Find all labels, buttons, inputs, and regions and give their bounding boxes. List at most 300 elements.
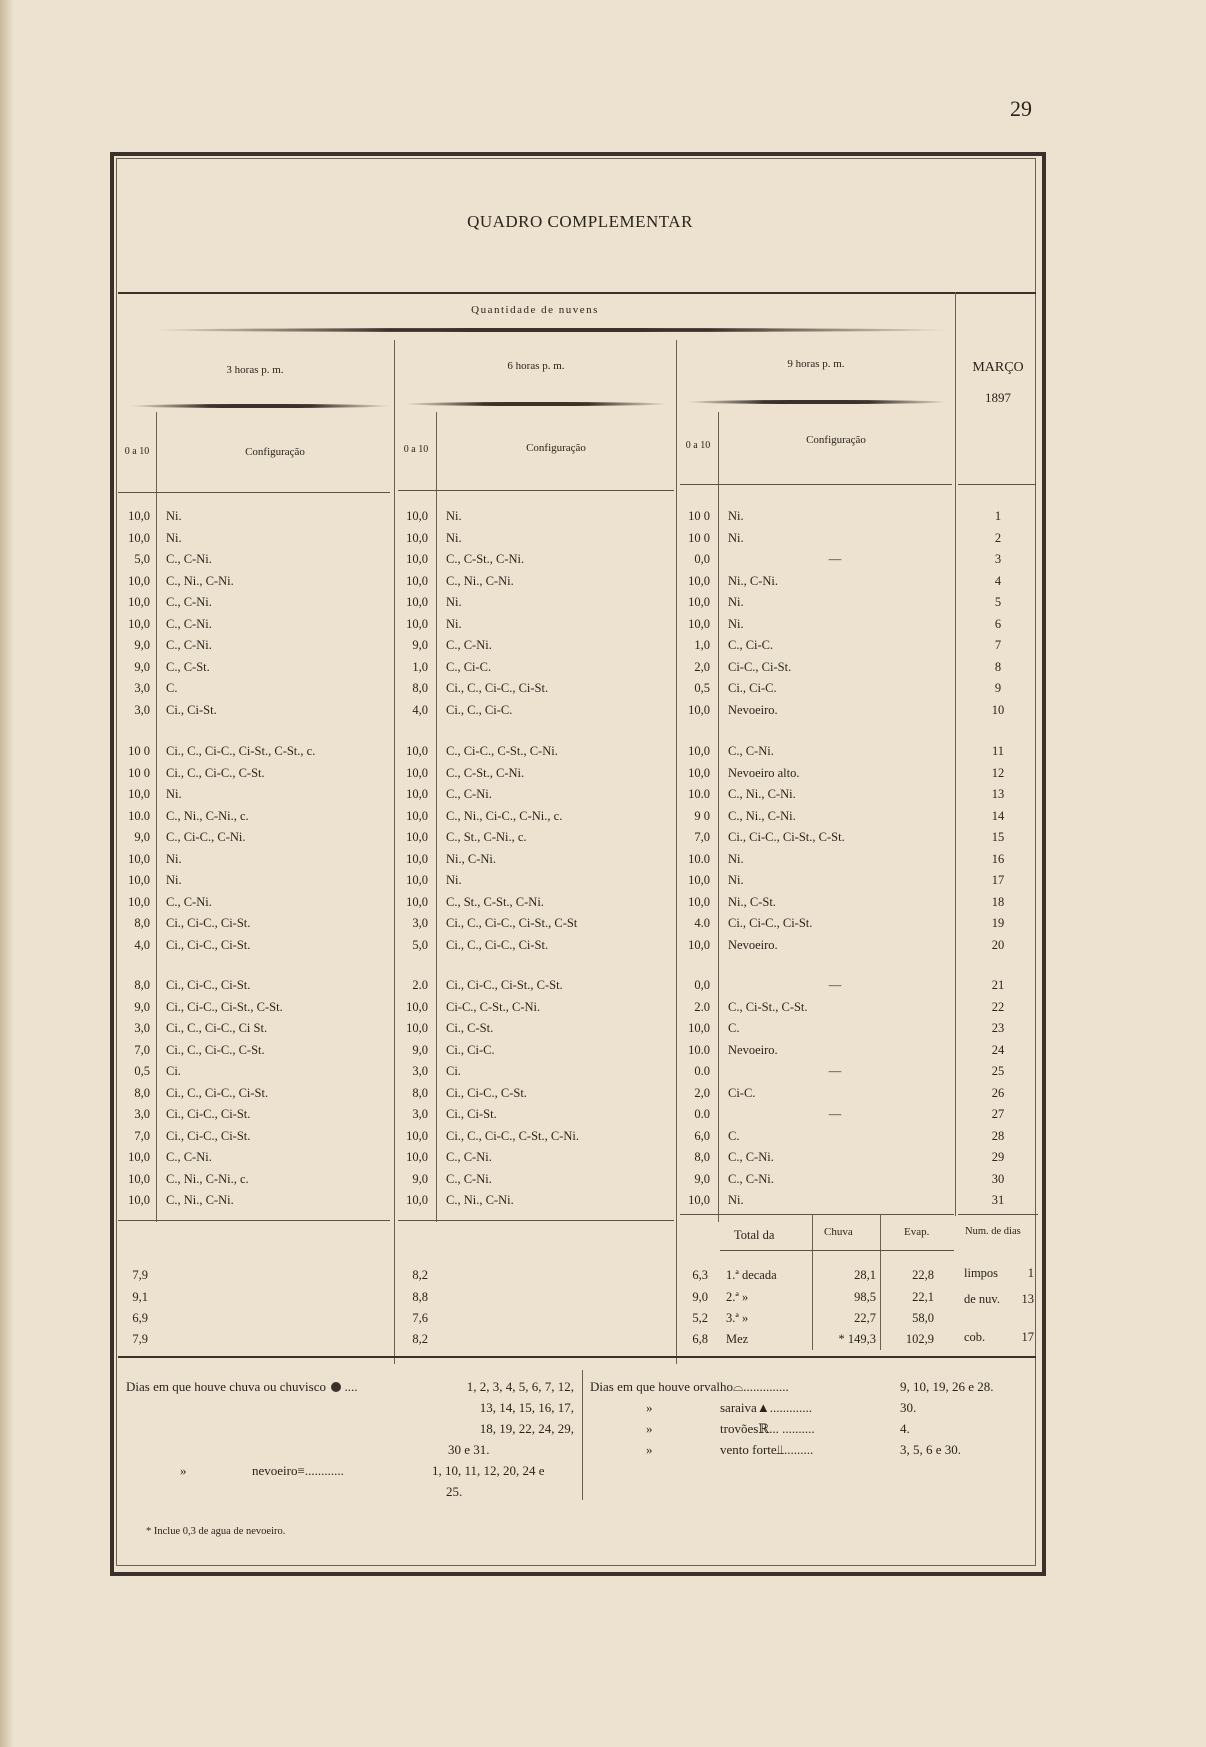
totals-header-rule — [720, 1250, 954, 1251]
day-number: 13 — [991, 787, 1005, 801]
chuva-leader: .... — [344, 1379, 358, 1394]
cloud-amount-3pm: 8,0 — [134, 978, 150, 992]
configuration-6pm: Ci., C., Ci-C. — [446, 702, 513, 717]
configuration-6pm: C., C-Ni. — [446, 1171, 492, 1186]
totals-evap-value: 102,9 — [905, 1332, 934, 1346]
configuration-6pm: C., C-St., C-Ni. — [446, 765, 525, 780]
orvalho-label — [590, 1376, 789, 1397]
cloud-amount-3pm: 10,0 — [128, 530, 150, 545]
chuva-label-text: Dias em que houve chuva ou chuvisco — [126, 1379, 327, 1394]
configuration-9pm: Ni., C-St. — [728, 894, 776, 909]
cloud-amount-3pm: 10,0 — [128, 509, 150, 523]
summary-rule-6pm — [398, 1220, 674, 1221]
totals-period-label: 2.ª » — [726, 1290, 749, 1304]
configuration-3pm: Ci., C., Ci-C., Ci St. — [166, 1021, 268, 1035]
cloud-amount-6pm: 10,0 — [406, 552, 428, 566]
cloud-amount-9pm: 9 0 — [694, 808, 710, 823]
chuva-label — [126, 1376, 358, 1397]
cloud-amount-9pm: 4.0 — [694, 916, 710, 930]
configuration-6pm: Ni. — [446, 530, 462, 545]
configuration-6pm: Ci., Ci-C. — [446, 1042, 495, 1057]
cloud-amount-9pm: 10,0 — [688, 702, 710, 717]
day-number: 8 — [994, 659, 1002, 674]
totals-evap-value: 58,0 — [912, 1311, 934, 1325]
cloud-amount-3pm: 10,0 — [128, 894, 150, 909]
col-6pm-conf-header: Configuração — [526, 442, 586, 454]
period-9pm-label: 9 horas p. m. — [787, 358, 845, 370]
period-3pm-label: 3 horas p. m. — [226, 364, 284, 376]
configuration-3pm: Ci., Ci-C., Ci-St. — [166, 1128, 251, 1143]
configuration-9pm: C., Ni., C-Ni. — [728, 787, 796, 801]
day-number: 25 — [991, 1064, 1005, 1078]
cloud-amount-6pm: 10,0 — [406, 744, 428, 758]
cloud-amount-9pm: 10,0 — [688, 894, 710, 909]
configuration-6pm: Ci., Ci-C., Ci-St., C-St. — [446, 978, 563, 992]
mean-6pm: 8,8 — [412, 1290, 428, 1304]
cloud-amount-6pm: 10,0 — [406, 830, 428, 844]
configuration-6pm: Ni. — [446, 509, 462, 523]
configuration-9pm: Nevoeiro. — [728, 1042, 778, 1057]
configuration-3pm: C., C-Ni. — [166, 638, 212, 652]
configuration-6pm: C., C-Ni. — [446, 1150, 492, 1164]
totals-evap-value: 22,8 — [912, 1268, 934, 1282]
configuration-3pm: C., C-St. — [166, 659, 210, 674]
totals-chuva-value: * 149,3 — [838, 1332, 876, 1346]
saraiva-days: 30. — [900, 1400, 917, 1415]
nevoeiro-days-line: 1, 10, 11, 12, 20, 24 e — [432, 1463, 545, 1478]
configuration-3pm: Ci. — [166, 1064, 181, 1078]
cloud-amount-9pm: 10 0 — [688, 509, 710, 523]
configuration-6pm: C., St., C-St., C-Ni. — [446, 894, 544, 909]
cloud-amount-6pm: 8,0 — [412, 681, 428, 695]
period-6pm-flourish — [404, 402, 668, 406]
cloud-amount-6pm: 9,0 — [412, 1171, 428, 1186]
trovoes-leader: ... .......... — [769, 1421, 815, 1436]
configuration-3pm: C., C-Ni. — [166, 616, 212, 631]
cloud-amount-9pm: 10,0 — [688, 573, 710, 588]
cloud-amount-9pm: 0,0 — [694, 978, 710, 992]
configuration-9pm: — — [828, 978, 842, 992]
cloud-amount-6pm: 3,0 — [412, 1107, 428, 1121]
mean-3pm: 9,1 — [132, 1290, 148, 1304]
configuration-6pm: Ci., Ci-St. — [446, 1107, 497, 1121]
configuration-9pm: Ni. — [728, 595, 744, 609]
header-bottom-rule-month — [958, 484, 1036, 485]
day-number: 28 — [991, 1128, 1005, 1143]
cloud-amount-3pm: 10,0 — [128, 573, 150, 588]
col-3pm-conf-header: Configuração — [245, 446, 305, 458]
configuration-9pm: C. — [728, 1128, 740, 1143]
cloud-amount-6pm: 3,0 — [412, 1064, 428, 1078]
mean-9pm: 9,0 — [692, 1290, 708, 1304]
configuration-6pm: C., Ci-C., C-St., C-Ni. — [446, 744, 558, 758]
day-number: 14 — [991, 808, 1005, 823]
cloud-amount-6pm: 10,0 — [406, 530, 428, 545]
cloud-amount-9pm: 2,0 — [694, 1085, 710, 1100]
configuration-9pm: Ci., Ci-C., Ci-St., C-St. — [728, 830, 845, 844]
saraiva-label — [720, 1397, 812, 1418]
dew-icon: ⌓ — [732, 1379, 744, 1394]
configuration-3pm: Ni. — [166, 787, 182, 801]
cloud-amount-6pm: 10,0 — [406, 509, 428, 523]
vento-label-text: vento forte — [720, 1442, 777, 1457]
totals-evap-value: 22,1 — [912, 1290, 934, 1304]
cloud-amount-3pm: 10,0 — [128, 1171, 150, 1186]
cloud-amount-9pm: 0,5 — [694, 681, 710, 695]
day-number: 7 — [994, 638, 1002, 652]
cloud-amount-3pm: 8,0 — [134, 1085, 150, 1100]
configuration-3pm: C., Ni., C-Ni., c. — [166, 808, 249, 823]
cloud-amount-3pm: 10.0 — [128, 808, 150, 823]
nevoeiro-label — [252, 1460, 344, 1481]
dias-label: de nuv. — [964, 1292, 1000, 1306]
configuration-9pm: Ni. — [728, 851, 744, 866]
configuration-6pm: C., C-St., C-Ni. — [446, 552, 525, 566]
cloud-amount-3pm: 3,0 — [134, 702, 150, 717]
configuration-3pm: C., C-Ni. — [166, 595, 212, 609]
footer-divider — [582, 1370, 583, 1500]
cloud-amount-6pm: 8,0 — [412, 1085, 428, 1100]
cloud-amount-9pm: 0.0 — [694, 1064, 710, 1078]
cloud-amount-9pm: 8,0 — [694, 1150, 710, 1164]
totals-chuva-value: 28,1 — [854, 1268, 876, 1282]
day-number: 11 — [991, 744, 1005, 758]
day-number: 2 — [994, 530, 1002, 545]
vento-label — [720, 1439, 813, 1460]
cloud-amount-3pm: 10 0 — [128, 744, 150, 758]
fog-icon: ≡ — [297, 1463, 305, 1478]
cloud-amount-3pm: 10,0 — [128, 1193, 150, 1207]
day-number: 29 — [991, 1150, 1005, 1164]
cloud-amount-3pm: 3,0 — [134, 681, 150, 695]
cloud-amount-6pm: 10,0 — [406, 787, 428, 801]
month-label: MARÇO — [972, 360, 1024, 375]
configuration-6pm: Ni., C-Ni. — [446, 851, 496, 866]
mean-3pm: 7,9 — [132, 1332, 148, 1346]
cloud-amount-9pm: 7,0 — [694, 830, 710, 844]
configuration-9pm: Nevoeiro alto. — [728, 765, 800, 780]
period-6pm-label: 6 horas p. m. — [507, 360, 565, 372]
configuration-6pm: C., Ni., C-Ni. — [446, 573, 514, 588]
mean-3pm: 6,9 — [132, 1311, 148, 1325]
day-number: 26 — [991, 1085, 1005, 1100]
cloud-amount-3pm: 10,0 — [128, 851, 150, 866]
mean-6pm: 7,6 — [412, 1311, 428, 1325]
cloud-amount-6pm: 10,0 — [406, 808, 428, 823]
cloud-amount-3pm: 3,0 — [134, 1107, 150, 1121]
cloud-amount-6pm: 10,0 — [406, 616, 428, 631]
configuration-3pm: C., C-Ni. — [166, 1150, 212, 1164]
configuration-9pm: Ci., Ci-C. — [728, 681, 777, 695]
configuration-9pm: Ni. — [728, 616, 744, 631]
header-bottom-rule-9pm — [680, 484, 952, 485]
chuva-days-line: 30 e 31. — [448, 1442, 490, 1457]
configuration-3pm: C., C-Ni. — [166, 552, 212, 566]
orvalho-label-text: Dias em que houve orvalho — [590, 1379, 733, 1394]
configuration-6pm: Ci., C-St. — [446, 1021, 494, 1035]
configuration-9pm: Nevoeiro. — [728, 937, 778, 952]
cloud-amount-6pm: 9,0 — [412, 638, 428, 652]
summary-rule-3pm — [118, 1220, 390, 1221]
cloud-amount-9pm: 10,0 — [688, 616, 710, 631]
cloud-amount-9pm: 10,0 — [688, 744, 710, 758]
cloud-amount-9pm: 10.0 — [688, 851, 710, 866]
day-number: 22 — [991, 999, 1005, 1014]
saraiva-leader: ............. — [769, 1400, 812, 1415]
cloud-amount-9pm: 10,0 — [688, 595, 710, 609]
cloud-amount-3pm: 8,0 — [134, 916, 150, 930]
cloud-amount-6pm: 10,0 — [406, 1150, 428, 1164]
trovoes-ditto: » — [646, 1421, 653, 1436]
chuva-days — [424, 1376, 574, 1460]
period-divider-2 — [676, 340, 677, 1364]
header-rule — [118, 292, 1036, 294]
cloud-amount-6pm: 4,0 — [412, 702, 428, 717]
configuration-9pm: Ni. — [728, 1193, 744, 1207]
cloud-amount-9pm: 10,0 — [688, 873, 710, 887]
cloud-amount-3pm: 4,0 — [134, 937, 150, 952]
cloud-amount-6pm: 10,0 — [406, 1193, 428, 1207]
cloud-amount-6pm: 3,0 — [412, 916, 428, 930]
configuration-6pm: C., Ci-C. — [446, 659, 492, 674]
day-number: 20 — [991, 937, 1005, 952]
totals-header-total: Total da — [734, 1228, 775, 1242]
cloud-amount-9pm: 0.0 — [694, 1107, 710, 1121]
day-number: 17 — [991, 873, 1005, 887]
configuration-6pm: C., C-Ni. — [446, 638, 492, 652]
configuration-3pm: Ci., Ci-C., Ci-St. — [166, 916, 251, 930]
day-number: 5 — [994, 595, 1002, 609]
day-number: 18 — [991, 894, 1005, 909]
configuration-3pm: Ci., Ci-St. — [166, 702, 217, 717]
cloud-amount-6pm: 10,0 — [406, 595, 428, 609]
trovoes-label-text: trovões — [720, 1421, 759, 1436]
footnote: * Inclue 0,3 de agua de nevoeiro. — [146, 1526, 286, 1537]
cloud-amount-3pm: 9,0 — [134, 659, 150, 674]
totals-period-label: 1.ª decada — [726, 1268, 777, 1282]
cloud-amount-9pm: 9,0 — [694, 1171, 710, 1186]
configuration-9pm: C., C-Ni. — [728, 744, 774, 758]
dias-value: 13 — [1021, 1292, 1034, 1306]
configuration-6pm: C., Ni., C-Ni. — [446, 1193, 514, 1207]
totals-divider-2 — [880, 1214, 881, 1350]
configuration-3pm: C., Ni., C-Ni. — [166, 573, 234, 588]
vento-days: 3, 5, 6 e 30. — [900, 1442, 962, 1457]
configuration-6pm: C., C-Ni. — [446, 787, 492, 801]
configuration-6pm: Ci., C., Ci-C., C-St., C-Ni. — [446, 1128, 580, 1143]
configuration-9pm: Ni. — [728, 509, 744, 523]
cloud-amount-3pm: 10,0 — [128, 616, 150, 631]
page-number: 29 — [1010, 96, 1032, 121]
configuration-9pm: C., Ci-C. — [728, 638, 774, 652]
nevoeiro-label-text: nevoeiro — [252, 1463, 298, 1478]
cloud-amount-6pm: 10,0 — [406, 573, 428, 588]
mean-6pm: 8,2 — [412, 1332, 428, 1346]
cloud-amount-9pm: 10,0 — [688, 1021, 710, 1035]
dias-value: 17 — [1021, 1330, 1034, 1344]
configuration-3pm: C., C-Ni. — [166, 894, 212, 909]
day-number: 9 — [994, 681, 1002, 695]
col-divider-3pm — [156, 412, 157, 1222]
totals-header-dias: Num. de dias — [965, 1226, 1021, 1237]
configuration-6pm: Ci., C., Ci-C., Ci-St. — [446, 681, 549, 695]
day-number: 21 — [991, 978, 1005, 992]
configuration-9pm: Ni., C-Ni. — [728, 573, 778, 588]
wind-icon: ⫫ — [776, 1442, 784, 1457]
totals-period-label: Mez — [726, 1332, 749, 1346]
day-number: 19 — [991, 916, 1005, 930]
day-number: 27 — [991, 1107, 1005, 1121]
summary-rule-totals — [680, 1214, 954, 1215]
cloud-amount-3pm: 10,0 — [128, 873, 150, 887]
day-number: 3 — [994, 552, 1002, 566]
cloud-amount-3pm: 3,0 — [134, 1021, 150, 1035]
cloud-amount-3pm: 9,0 — [134, 999, 150, 1014]
configuration-3pm: Ni. — [166, 873, 182, 887]
nevoeiro-ditto: » — [180, 1463, 187, 1478]
configuration-9pm: Nevoeiro. — [728, 702, 778, 717]
mean-9pm: 5,2 — [692, 1311, 708, 1325]
cloud-amount-6pm: 10,0 — [406, 851, 428, 866]
group-header: Quantidade de nuvens — [471, 304, 599, 316]
nevoeiro-leader: ............ — [304, 1463, 344, 1478]
trovoes-label — [720, 1418, 815, 1439]
cloud-amount-6pm: 10,0 — [406, 1021, 428, 1035]
cloud-amount-3pm: 7,0 — [134, 1042, 150, 1057]
configuration-9pm: C. — [728, 1021, 740, 1035]
configuration-3pm: C., Ci-C., C-Ni. — [166, 830, 246, 844]
configuration-3pm: Ci., Ci-C., Ci-St., C-St. — [166, 999, 283, 1014]
totals-divider-1 — [812, 1214, 813, 1350]
totals-period-label: 3.ª » — [726, 1311, 749, 1325]
header-bottom-rule-6pm — [398, 490, 674, 491]
configuration-6pm: Ci., C., Ci-C., Ci-St. — [446, 937, 549, 952]
configuration-3pm: Ci., Ci-C., Ci-St. — [166, 1107, 251, 1121]
configuration-6pm: Ci., C., Ci-C., Ci-St., C-St — [446, 916, 578, 930]
configuration-6pm: C., St., C-Ni., c. — [446, 830, 527, 844]
configuration-9pm: — — [828, 1107, 842, 1121]
page-title: QUADRO COMPLEMENTAR — [467, 212, 693, 231]
configuration-6pm: C., Ni., Ci-C., C-Ni., c. — [446, 808, 563, 823]
year-label: 1897 — [985, 390, 1011, 405]
configuration-9pm: Ni. — [728, 873, 744, 887]
footer-rule — [118, 1356, 1036, 1358]
day-number: 16 — [991, 851, 1005, 866]
period-9pm-flourish — [686, 400, 948, 404]
configuration-6pm: Ci. — [446, 1064, 461, 1078]
dias-value: 1 — [1027, 1266, 1034, 1280]
configuration-9pm: C., Ni., C-Ni. — [728, 808, 796, 823]
cloud-amount-6pm: 1,0 — [412, 659, 428, 674]
day-number: 24 — [991, 1042, 1005, 1057]
summary-rule-dias — [958, 1214, 1038, 1215]
cloud-amount-9pm: 10,0 — [688, 765, 710, 780]
month-column-divider — [955, 292, 956, 1216]
configuration-3pm: Ci., Ci-C., Ci-St. — [166, 978, 251, 992]
chuva-days-line: 13, 14, 15, 16, 17, — [479, 1400, 574, 1415]
mean-9pm: 6,3 — [692, 1268, 708, 1282]
configuration-3pm: Ni. — [166, 509, 182, 523]
configuration-3pm: Ci., C., Ci-C., C-St. — [166, 765, 265, 780]
cloud-amount-3pm: 10,0 — [128, 595, 150, 609]
vento-ditto: » — [646, 1442, 653, 1457]
configuration-3pm: Ci., C., Ci-C., Ci-St., C-St., c. — [166, 744, 316, 758]
cloud-amount-6pm: 5,0 — [412, 937, 428, 952]
day-number: 31 — [991, 1193, 1005, 1207]
saraiva-label-text: saraiva — [720, 1400, 757, 1415]
orvalho-days: 9, 10, 19, 26 e 28. — [900, 1379, 994, 1394]
vento-leader: ......... — [783, 1442, 814, 1457]
configuration-3pm: Ci., C., Ci-C., Ci-St. — [166, 1085, 269, 1100]
cloud-amount-6pm: 10,0 — [406, 873, 428, 887]
cloud-amount-3pm: 5,0 — [134, 552, 150, 566]
saraiva-ditto: » — [646, 1400, 653, 1415]
period-divider-1 — [394, 340, 395, 1364]
configuration-9pm: Ci-C. — [728, 1085, 756, 1100]
configuration-6pm: Ni. — [446, 595, 462, 609]
totals-chuva-value: 22,7 — [854, 1311, 876, 1325]
cloud-amount-9pm: 10.0 — [688, 787, 710, 801]
totals-chuva-value: 98,5 — [854, 1290, 876, 1304]
day-number: 4 — [994, 573, 1002, 588]
rain-icon — [331, 1382, 341, 1392]
cloud-amount-6pm: 10,0 — [406, 894, 428, 909]
col-9pm-num-header: 0 a 10 — [685, 440, 711, 451]
configuration-9pm: — — [828, 1064, 842, 1078]
cloud-amount-6pm: 10,0 — [406, 765, 428, 780]
col-divider-9pm — [718, 412, 719, 1222]
configuration-9pm: C., C-Ni. — [728, 1150, 774, 1164]
day-number: 1 — [994, 509, 1002, 523]
col-6pm-num-header: 0 a 10 — [403, 444, 429, 455]
mean-3pm: 7,9 — [132, 1268, 148, 1282]
header-bottom-rule-3pm — [118, 492, 390, 493]
chuva-days-line: 18, 19, 22, 24, 29, — [479, 1421, 574, 1436]
cloud-amount-3pm: 10,0 — [128, 787, 150, 801]
cloud-amount-9pm: 10 0 — [688, 530, 710, 545]
cloud-amount-3pm: 0,5 — [134, 1064, 150, 1078]
dias-label: cob. — [964, 1330, 986, 1344]
col-9pm-conf-header: Configuração — [806, 434, 866, 446]
configuration-3pm: Ci., C., Ci-C., C-St. — [166, 1042, 265, 1057]
configuration-9pm: C., Ci-St., C-St. — [728, 999, 808, 1014]
configuration-6pm: Ci., Ci-C., C-St. — [446, 1085, 527, 1100]
configuration-6pm: Ni. — [446, 873, 462, 887]
hail-icon: ▲ — [756, 1400, 770, 1415]
configuration-3pm: C., Ni., C-Ni., c. — [166, 1171, 249, 1186]
col-3pm-num-header: 0 a 10 — [124, 446, 150, 457]
group-header-flourish — [150, 328, 950, 332]
cloud-amount-9pm: 6,0 — [694, 1128, 710, 1143]
cloud-amount-3pm: 10,0 — [128, 1150, 150, 1164]
cloud-amount-6pm: 10,0 — [406, 999, 428, 1014]
configuration-6pm: Ni. — [446, 616, 462, 631]
configuration-9pm: Ci-C., Ci-St. — [728, 659, 792, 674]
nevoeiro-days-line: 25. — [446, 1484, 463, 1499]
cloud-amount-6pm: 2.0 — [412, 978, 428, 992]
period-3pm-flourish — [130, 404, 390, 408]
cloud-amount-3pm: 9,0 — [134, 830, 150, 844]
configuration-9pm: Ci., Ci-C., Ci-St. — [728, 916, 813, 930]
day-number: 10 — [991, 702, 1005, 717]
cloud-amount-9pm: 10,0 — [688, 937, 710, 952]
cloud-amount-9pm: 10,0 — [688, 1193, 710, 1207]
mean-9pm: 6,8 — [692, 1332, 708, 1346]
configuration-9pm: — — [828, 552, 842, 566]
configuration-3pm: Ni. — [166, 851, 182, 866]
cloud-amount-9pm: 2.0 — [694, 999, 710, 1014]
cloud-amount-9pm: 1,0 — [694, 638, 710, 652]
